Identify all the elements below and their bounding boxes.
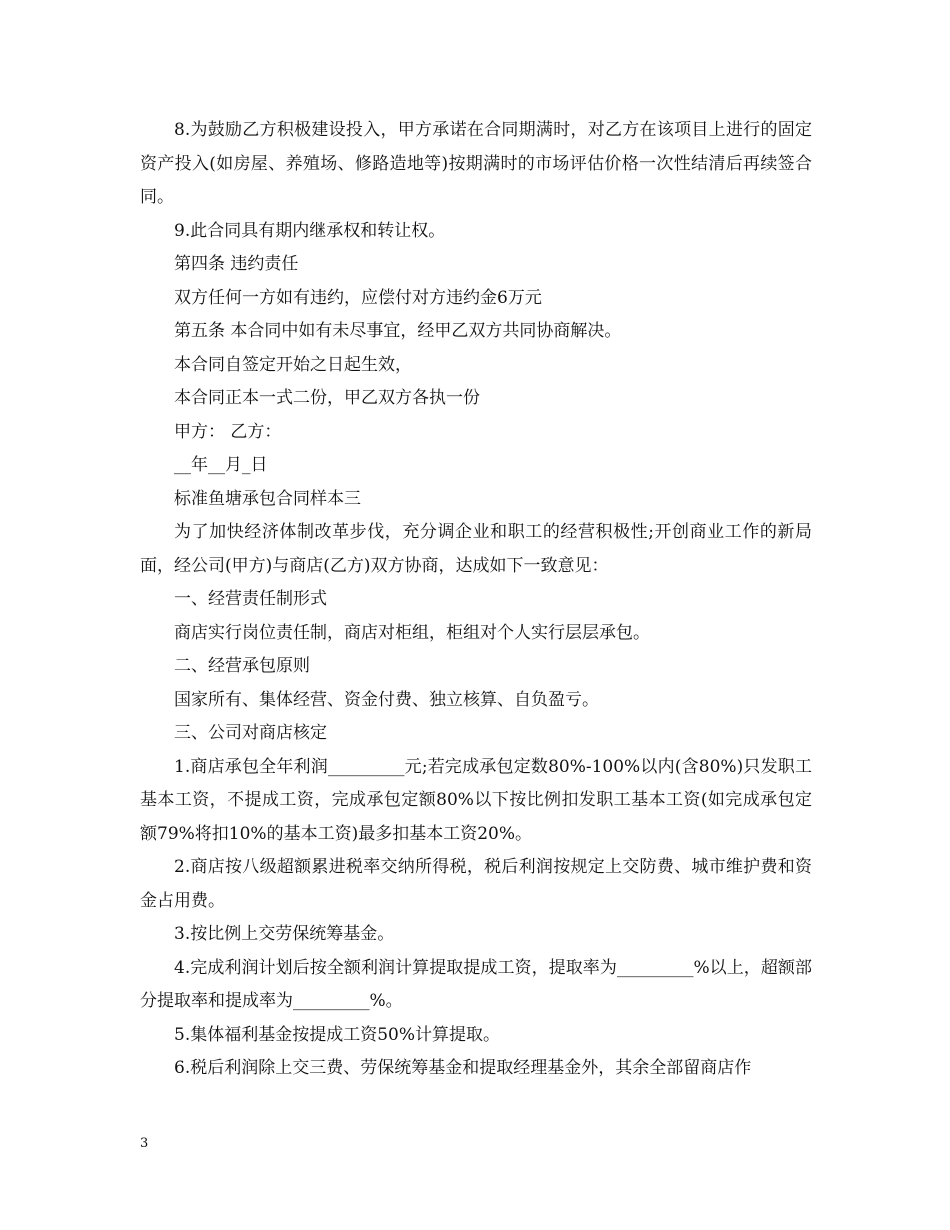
section-heading-1: 一、经营责任制形式 <box>174 589 327 609</box>
page-number: 3 <box>140 1136 149 1151</box>
paragraph-11: 3.按比例上交劳保统筹基金。 <box>174 924 395 944</box>
paragraph-12: 4.完成利润计划后按全额利润计算提取提成工资，提取率为_________%以上，超额部分提取率和提成率为_________%。 <box>140 957 812 1011</box>
section-heading-2: 二、经营承包原则 <box>174 656 310 676</box>
paragraph-2: 9.此合同具有期内继承权和转让权。 <box>174 220 446 241</box>
document-body <box>140 114 812 1086</box>
paragraph-9: 1.商店承包全年利润_________元;若完成承包定数80%-100%以内(含80%)只发职工基本工资，不提成工资，完成承包定额80%以下按比例扣发职工基本工资(如完成承包定额79%将扣10%的基本工资)最多扣基本工资20%。 <box>140 756 812 844</box>
section-heading-article-4: 第四条 违约责任 <box>174 254 299 274</box>
paragraph-13: 5.集体福利基金按提成工资50%计算提取。 <box>174 1024 501 1045</box>
paragraph-5: 本合同正本一式二份，甲乙双方各执一份 <box>174 388 480 408</box>
paragraph-14: 6.税后利润除上交三费、劳保统筹基金和提取经理基金外，其余全部留商店作 <box>174 1058 752 1078</box>
paragraph-8: 国家所有、集体经营、资金付费、独立核算、自负盈亏。 <box>174 689 599 710</box>
section-heading-article-5: 第五条 本合同中如有未尽事宜，经甲乙双方共同协商解决。 <box>174 321 622 341</box>
paragraph-10: 2.商店按八级超额累进税率交纳所得税，税后利润按规定上交防费、城市维护费和资金占用费。 <box>140 857 812 911</box>
paragraph-6: 为了加快经济体制改革步伐，充分调企业和职工的经营积极性;开创商业工作的新局面，经公司(甲方)与商店(乙方)双方协商，达成如下一致意见： <box>140 522 812 576</box>
section-heading-3: 三、公司对商店核定 <box>174 723 327 743</box>
paragraph-7: 商店实行岗位责任制，商店对柜组，柜组对个人实行层层承包。 <box>174 622 650 643</box>
paragraph-1: 8.为鼓励乙方积极建设投入，甲方承诺在合同期满时，对乙方在该项目上进行的固定资产投入(如房屋、养殖场、修路造地等)按期满时的市场评估价格一次性结清后再续签合同。 <box>140 120 812 207</box>
document-subtitle: 标准鱼塘承包合同样本三 <box>174 488 361 509</box>
paragraph-3: 双方任何一方如有违约，应偿付对方违约金6万元 <box>174 287 542 308</box>
signature-line: 甲方： 乙方： <box>174 421 282 442</box>
paragraph-4: 本合同自签定开始之日起生效， <box>174 354 412 375</box>
date-line: __年__月_日 <box>174 455 268 475</box>
